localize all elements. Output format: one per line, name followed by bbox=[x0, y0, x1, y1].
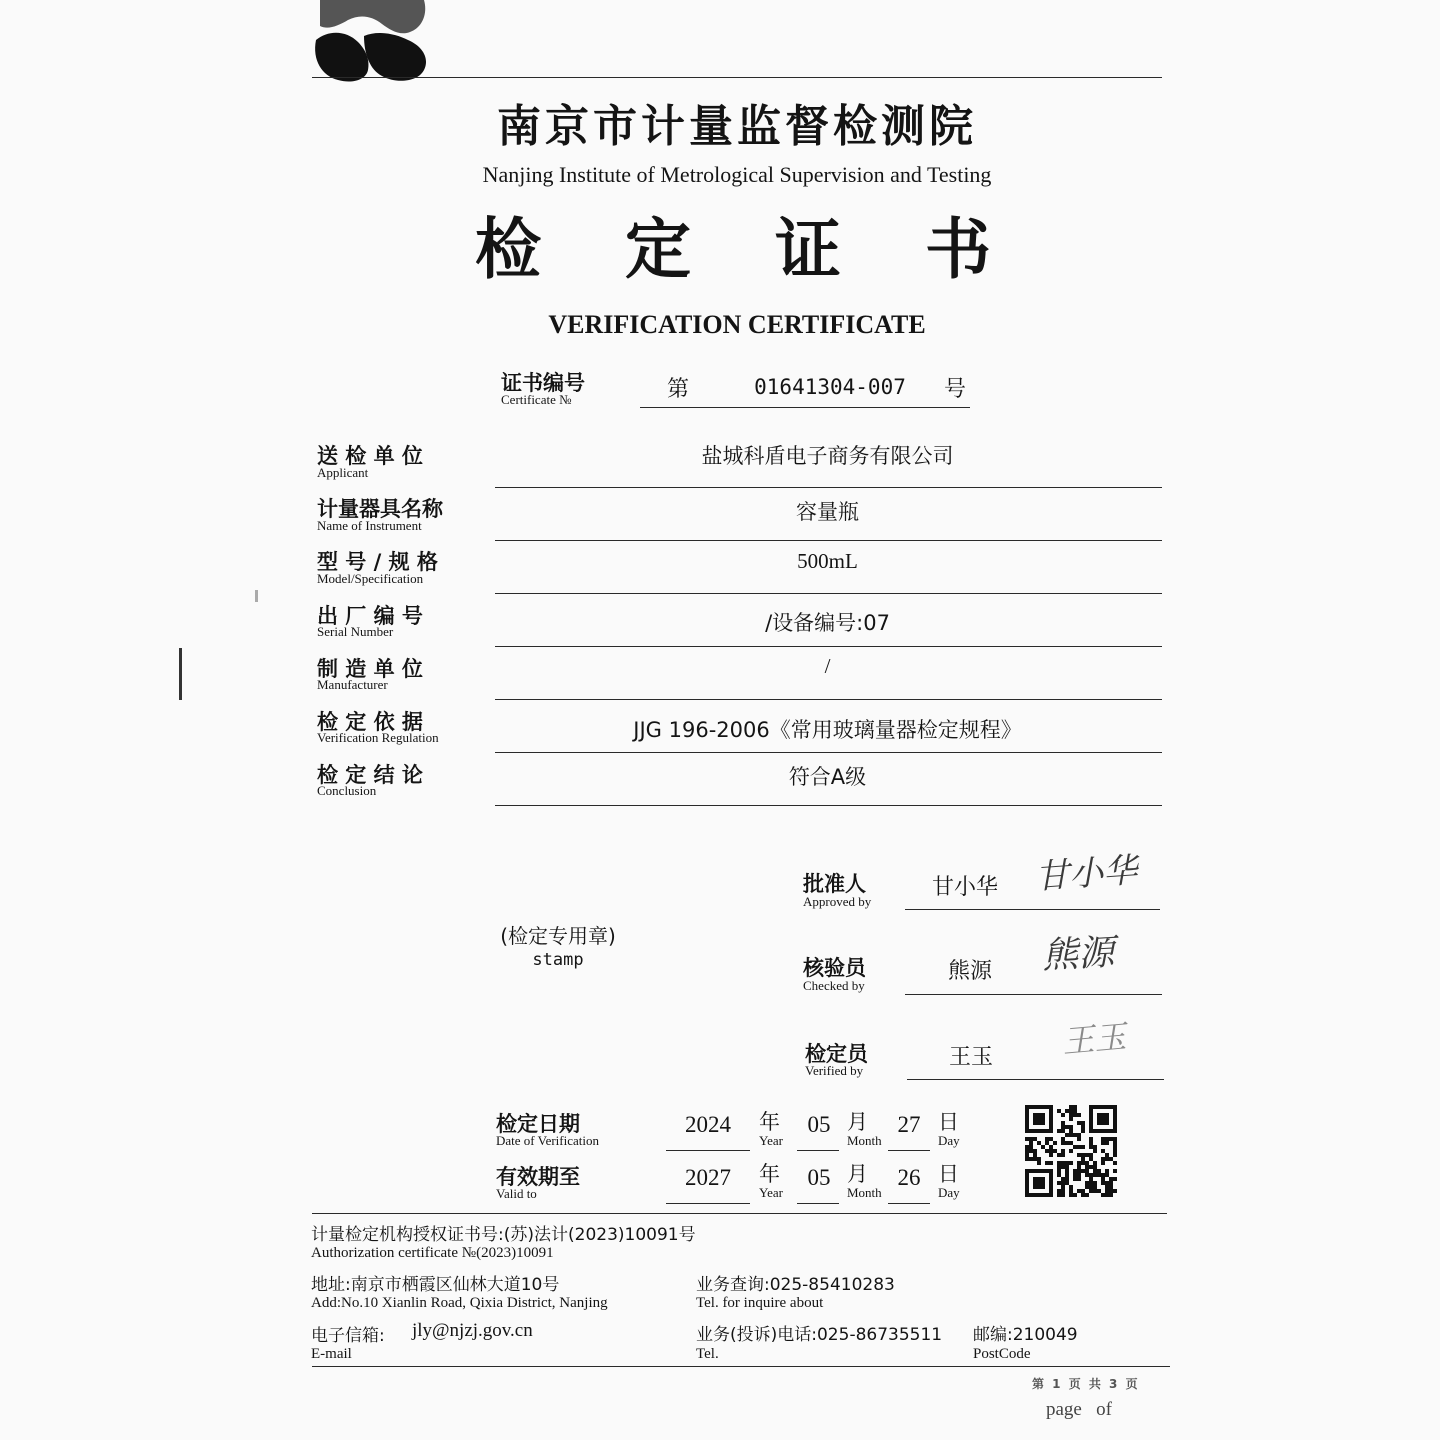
qr-module bbox=[1033, 1153, 1037, 1157]
qr-module bbox=[1085, 1181, 1089, 1185]
qr-module bbox=[1085, 1169, 1089, 1173]
qr-module bbox=[1109, 1181, 1113, 1185]
signature-name: 王玉 bbox=[949, 1045, 994, 1070]
qr-module bbox=[1089, 1137, 1093, 1141]
qr-module bbox=[1093, 1169, 1097, 1173]
qr-module bbox=[1093, 1149, 1097, 1153]
date-label-en: Valid to bbox=[496, 1186, 537, 1201]
qr-module bbox=[1113, 1145, 1117, 1149]
qr-module bbox=[1077, 1137, 1081, 1141]
qr-module bbox=[1077, 1121, 1081, 1125]
auth-certificate-zh: 计量检定机构授权证书号:(苏)法计(2023)10091号 bbox=[311, 1225, 696, 1245]
certificate-title-zh bbox=[465, 196, 1025, 286]
auth-certificate-en: Authorization certificate №(2023)10091 bbox=[311, 1245, 554, 1261]
qr-module bbox=[1065, 1181, 1069, 1185]
qr-module bbox=[1093, 1181, 1097, 1185]
qr-module bbox=[1089, 1181, 1093, 1185]
title-char: 定 bbox=[625, 211, 691, 288]
qr-module bbox=[1089, 1173, 1093, 1177]
certificate-no-value: 01641304-007 bbox=[754, 375, 906, 399]
qr-module bbox=[1073, 1173, 1077, 1177]
qr-module bbox=[1073, 1177, 1077, 1181]
qr-module bbox=[1085, 1153, 1089, 1157]
field-underline bbox=[495, 487, 1162, 488]
qr-module bbox=[1061, 1129, 1065, 1133]
qr-module bbox=[1069, 1117, 1073, 1121]
qr-module bbox=[1089, 1185, 1093, 1189]
qr-module bbox=[1101, 1149, 1105, 1153]
year-unit-en: Year bbox=[759, 1133, 783, 1148]
date-month-underline bbox=[797, 1150, 839, 1151]
qr-module bbox=[1061, 1161, 1065, 1165]
qr-module bbox=[1061, 1165, 1065, 1169]
qr-module bbox=[1045, 1141, 1049, 1145]
signature-underline bbox=[905, 994, 1162, 995]
qr-module bbox=[1025, 1157, 1029, 1161]
qr-module bbox=[1073, 1193, 1077, 1197]
qr-module bbox=[1101, 1177, 1105, 1181]
qr-finder bbox=[1097, 1113, 1109, 1125]
field-underline bbox=[495, 752, 1162, 753]
qr-module bbox=[1029, 1137, 1033, 1141]
field-label-zh: 检 定 结 论 bbox=[317, 763, 423, 787]
qr-module bbox=[1057, 1161, 1061, 1165]
qr-module bbox=[1061, 1193, 1065, 1197]
footer-top-rule bbox=[312, 1213, 1167, 1214]
qr-module bbox=[1089, 1157, 1093, 1161]
date-day-underline bbox=[888, 1150, 930, 1151]
qr-module bbox=[1069, 1161, 1073, 1165]
certificate-no-prefix: 第 bbox=[667, 377, 690, 402]
qr-module bbox=[1025, 1145, 1029, 1149]
signature-label-zh: 核验员 bbox=[803, 956, 866, 980]
qr-module bbox=[1061, 1141, 1065, 1145]
qr-module bbox=[1081, 1145, 1085, 1149]
address-en: Add:No.10 Xianlin Road, Qixia District, Nanjing bbox=[311, 1295, 608, 1311]
qr-module bbox=[1077, 1173, 1081, 1177]
date-month: 05 bbox=[807, 1165, 831, 1190]
qr-module bbox=[1077, 1145, 1081, 1149]
qr-module bbox=[1109, 1137, 1113, 1141]
qr-module bbox=[1093, 1161, 1097, 1165]
qr-module bbox=[1069, 1113, 1073, 1117]
field-label-en: Model/Specification bbox=[317, 571, 424, 586]
qr-module bbox=[1037, 1157, 1041, 1161]
field-label-en: Applicant bbox=[317, 465, 369, 480]
qr-module bbox=[1113, 1137, 1117, 1141]
qr-module bbox=[1113, 1189, 1117, 1193]
qr-module bbox=[1105, 1189, 1109, 1193]
inquiry-phone-en: Tel. for inquire about bbox=[696, 1295, 824, 1311]
inquiry-phone-zh: 业务查询:025-85410283 bbox=[696, 1275, 895, 1295]
qr-module bbox=[1057, 1129, 1061, 1133]
stamp-label-zh: (检定专用章) bbox=[500, 924, 616, 948]
postcode-en: PostCode bbox=[973, 1346, 1031, 1362]
qr-module bbox=[1093, 1165, 1097, 1169]
qr-module bbox=[1093, 1185, 1097, 1189]
qr-module bbox=[1045, 1161, 1049, 1165]
handwritten-signature: 王玉 bbox=[1060, 1017, 1128, 1061]
qr-module bbox=[1105, 1137, 1109, 1141]
signature-underline bbox=[905, 909, 1160, 910]
field-label-zh: 型 号 / 规 格 bbox=[317, 550, 438, 574]
qr-module bbox=[1089, 1177, 1093, 1181]
signature-label-en: Checked by bbox=[803, 978, 865, 993]
qr-module bbox=[1093, 1189, 1097, 1193]
qr-module bbox=[1089, 1145, 1093, 1149]
certificate-no-label-en: Certificate № bbox=[501, 392, 572, 407]
qr-module bbox=[1093, 1145, 1097, 1149]
qr-module bbox=[1101, 1173, 1105, 1177]
field-underline bbox=[495, 805, 1162, 806]
qr-module bbox=[1101, 1193, 1105, 1197]
qr-module bbox=[1085, 1185, 1089, 1189]
qr-module bbox=[1069, 1189, 1073, 1193]
qr-module bbox=[1081, 1157, 1085, 1161]
header-top-rule bbox=[312, 77, 1162, 78]
page-indicator-en: page of bbox=[1046, 1399, 1112, 1420]
month-unit-zh: 月 bbox=[847, 1162, 868, 1186]
day-unit-en: Day bbox=[938, 1133, 960, 1148]
field-label-en: Manufacturer bbox=[317, 677, 388, 692]
qr-module bbox=[1029, 1149, 1033, 1153]
qr-module bbox=[1073, 1109, 1077, 1113]
qr-module bbox=[1105, 1185, 1109, 1189]
date-label-zh: 检定日期 bbox=[496, 1112, 580, 1136]
qr-module bbox=[1065, 1133, 1069, 1137]
address-zh: 地址:南京市栖霞区仙林大道10号 bbox=[311, 1275, 560, 1295]
qr-module bbox=[1089, 1189, 1093, 1193]
qr-module bbox=[1029, 1141, 1033, 1145]
title-char: 检 bbox=[475, 211, 541, 288]
qr-module bbox=[1049, 1145, 1053, 1149]
qr-module bbox=[1049, 1153, 1053, 1157]
field-value: / bbox=[824, 654, 831, 678]
field-label-zh: 出 厂 编 号 bbox=[317, 604, 423, 628]
date-label-en: Date of Verification bbox=[496, 1133, 599, 1148]
qr-module bbox=[1033, 1149, 1037, 1153]
qr-module bbox=[1105, 1157, 1109, 1161]
qr-module bbox=[1069, 1193, 1073, 1197]
qr-module bbox=[1069, 1109, 1073, 1113]
qr-module bbox=[1077, 1113, 1081, 1117]
qr-module bbox=[1073, 1169, 1077, 1173]
field-underline bbox=[495, 646, 1162, 647]
field-value: /设备编号:07 bbox=[765, 611, 890, 635]
handwritten-signature: 熊源 bbox=[1041, 932, 1116, 977]
qr-module bbox=[1077, 1189, 1081, 1193]
field-value: 500mL bbox=[797, 549, 858, 573]
qr-module bbox=[1033, 1157, 1037, 1161]
qr-module bbox=[1081, 1189, 1085, 1193]
day-unit-en: Day bbox=[938, 1185, 960, 1200]
qr-module bbox=[1061, 1149, 1065, 1153]
qr-module bbox=[1105, 1193, 1109, 1197]
qr-module bbox=[1085, 1173, 1089, 1177]
field-label-zh: 制 造 单 位 bbox=[317, 657, 423, 681]
qr-module bbox=[1073, 1133, 1077, 1137]
qr-module bbox=[1061, 1113, 1065, 1117]
qr-module bbox=[1085, 1165, 1089, 1169]
qr-module bbox=[1073, 1145, 1077, 1149]
qr-module bbox=[1081, 1125, 1085, 1129]
month-unit-zh: 月 bbox=[847, 1110, 868, 1134]
qr-module bbox=[1025, 1137, 1029, 1141]
qr-module bbox=[1109, 1189, 1113, 1193]
qr-module bbox=[1069, 1125, 1073, 1129]
institute-logo bbox=[312, 0, 432, 84]
qr-module bbox=[1065, 1165, 1069, 1169]
qr-module bbox=[1065, 1177, 1069, 1181]
qr-module bbox=[1069, 1149, 1073, 1153]
qr-module bbox=[1089, 1153, 1093, 1157]
qr-module bbox=[1049, 1161, 1053, 1165]
qr-module bbox=[1077, 1161, 1081, 1165]
qr-module bbox=[1077, 1153, 1081, 1157]
qr-module bbox=[1081, 1161, 1085, 1165]
qr-module bbox=[1025, 1149, 1029, 1153]
stamp-label-en: stamp bbox=[532, 950, 584, 970]
signature-label-zh: 检定员 bbox=[805, 1042, 868, 1066]
qr-module bbox=[1105, 1181, 1109, 1185]
date-year-underline bbox=[666, 1203, 750, 1204]
date-year: 2024 bbox=[685, 1112, 731, 1137]
date-month: 05 bbox=[807, 1112, 831, 1137]
date-day: 26 bbox=[897, 1165, 921, 1190]
qr-module bbox=[1081, 1121, 1085, 1125]
certificate-no-underline bbox=[640, 407, 970, 408]
qr-module bbox=[1069, 1185, 1073, 1189]
qr-module bbox=[1081, 1169, 1085, 1173]
qr-module bbox=[1069, 1133, 1073, 1137]
day-unit-zh: 日 bbox=[938, 1162, 959, 1186]
qr-module bbox=[1057, 1189, 1061, 1193]
qr-module bbox=[1065, 1161, 1069, 1165]
qr-module bbox=[1081, 1193, 1085, 1197]
qr-module bbox=[1057, 1173, 1061, 1177]
title-char: 书 bbox=[925, 211, 991, 288]
qr-module bbox=[1113, 1161, 1117, 1165]
qr-module bbox=[1109, 1185, 1113, 1189]
qr-module bbox=[1073, 1105, 1077, 1109]
qr-module bbox=[1065, 1169, 1069, 1173]
qr-module bbox=[1065, 1173, 1069, 1177]
email-link[interactable]: jly@njzj.gov.cn bbox=[412, 1320, 533, 1341]
qr-module bbox=[1065, 1141, 1069, 1145]
field-label-en: Serial Number bbox=[317, 624, 394, 639]
qr-module bbox=[1057, 1193, 1061, 1197]
qr-module bbox=[1093, 1173, 1097, 1177]
qr-module bbox=[1069, 1129, 1073, 1133]
certificate-title-en: VERIFICATION CERTIFICATE bbox=[548, 310, 926, 339]
signature-underline bbox=[907, 1079, 1164, 1080]
institute-name-en: Nanjing Institute of Metrological Supervision and Testing bbox=[482, 162, 992, 187]
qr-module bbox=[1061, 1177, 1065, 1181]
qr-module bbox=[1113, 1153, 1117, 1157]
qr-module bbox=[1029, 1145, 1033, 1149]
year-unit-en: Year bbox=[759, 1185, 783, 1200]
qr-finder bbox=[1033, 1113, 1045, 1125]
date-month-underline bbox=[797, 1203, 839, 1204]
qr-module bbox=[1105, 1173, 1109, 1177]
month-unit-en: Month bbox=[847, 1185, 882, 1200]
qr-module bbox=[1033, 1137, 1037, 1141]
qr-module bbox=[1057, 1165, 1061, 1169]
qr-module bbox=[1049, 1149, 1053, 1153]
date-day: 27 bbox=[897, 1112, 921, 1137]
qr-module bbox=[1069, 1141, 1073, 1145]
qr-module bbox=[1029, 1157, 1033, 1161]
field-label-zh: 送 检 单 位 bbox=[317, 444, 423, 468]
qr-module bbox=[1077, 1165, 1081, 1169]
qr-module bbox=[1089, 1165, 1093, 1169]
qr-module bbox=[1073, 1113, 1077, 1117]
field-value: JJG 196-2006《常用玻璃量器检定规程》 bbox=[633, 718, 1022, 742]
signature-label-en: Verified by bbox=[805, 1063, 864, 1078]
field-value: 容量瓶 bbox=[796, 500, 859, 524]
qr-module bbox=[1057, 1109, 1061, 1113]
qr-module bbox=[1101, 1161, 1105, 1165]
qr-module bbox=[1061, 1189, 1065, 1193]
qr-module bbox=[1053, 1149, 1057, 1153]
qr-module bbox=[1081, 1129, 1085, 1133]
qr-module bbox=[1105, 1141, 1109, 1145]
qr-module bbox=[1045, 1137, 1049, 1141]
email-label-en: E-mail bbox=[311, 1346, 352, 1362]
complaint-phone-en: Tel. bbox=[696, 1346, 719, 1362]
field-underline bbox=[495, 593, 1162, 594]
field-underline bbox=[495, 699, 1162, 700]
qr-module bbox=[1057, 1181, 1061, 1185]
qr-module bbox=[1097, 1189, 1101, 1193]
signature-name: 甘小华 bbox=[932, 875, 999, 900]
qr-module bbox=[1037, 1161, 1041, 1165]
qr-module bbox=[1049, 1137, 1053, 1141]
qr-module bbox=[1061, 1181, 1065, 1185]
qr-module bbox=[1069, 1105, 1073, 1109]
signature-name: 熊源 bbox=[948, 959, 993, 984]
qr-module bbox=[1109, 1193, 1113, 1197]
footer-bottom-rule bbox=[312, 1366, 1170, 1367]
qr-module bbox=[1041, 1145, 1045, 1149]
scan-mark bbox=[255, 590, 258, 602]
qr-module bbox=[1105, 1153, 1109, 1157]
qr-module bbox=[1105, 1169, 1109, 1173]
qr-module bbox=[1061, 1137, 1065, 1141]
qr-module bbox=[1097, 1169, 1101, 1173]
qr-module bbox=[1045, 1149, 1049, 1153]
qr-module bbox=[1101, 1137, 1105, 1141]
qr-module bbox=[1057, 1169, 1061, 1173]
qr-module bbox=[1109, 1177, 1113, 1181]
handwritten-signature: 甘小华 bbox=[1033, 850, 1139, 898]
qr-module bbox=[1061, 1185, 1065, 1189]
qr-module bbox=[1085, 1193, 1089, 1197]
signature-label-zh: 批准人 bbox=[803, 872, 866, 896]
qr-module bbox=[1113, 1177, 1117, 1181]
qr-module bbox=[1085, 1161, 1089, 1165]
complaint-phone-zh: 业务(投诉)电话:025-86735511 bbox=[696, 1325, 943, 1345]
field-value: 符合A级 bbox=[788, 765, 867, 789]
date-year: 2027 bbox=[685, 1165, 731, 1190]
title-char: 证 bbox=[775, 211, 841, 288]
field-underline bbox=[495, 540, 1162, 541]
qr-module bbox=[1061, 1125, 1065, 1129]
qr-module bbox=[1037, 1141, 1041, 1145]
qr-module bbox=[1113, 1141, 1117, 1145]
certificate-no-suffix: 号 bbox=[944, 377, 967, 402]
month-unit-en: Month bbox=[847, 1133, 882, 1148]
signature-label-en: Approved by bbox=[803, 894, 872, 909]
qr-module bbox=[1065, 1125, 1069, 1129]
qr-module bbox=[1077, 1133, 1081, 1137]
qr-module bbox=[1061, 1121, 1065, 1125]
year-unit-zh: 年 bbox=[759, 1110, 780, 1134]
qr-module bbox=[1057, 1153, 1061, 1157]
qr-module bbox=[1097, 1173, 1101, 1177]
qr-module bbox=[1077, 1177, 1081, 1181]
qr-module bbox=[1053, 1141, 1057, 1145]
certificate-no-label-zh: 证书编号 bbox=[501, 371, 585, 395]
field-value: 盐城科盾电子商务有限公司 bbox=[701, 444, 954, 468]
qr-module bbox=[1081, 1153, 1085, 1157]
email-label-zh: 电子信箱: bbox=[311, 1326, 385, 1346]
qr-code[interactable] bbox=[1025, 1105, 1117, 1197]
qr-module bbox=[1101, 1157, 1105, 1161]
qr-module bbox=[1061, 1153, 1065, 1157]
qr-module bbox=[1089, 1141, 1093, 1145]
qr-module bbox=[1025, 1153, 1029, 1157]
field-label-en: Verification Regulation bbox=[317, 730, 439, 745]
date-label-zh: 有效期至 bbox=[496, 1165, 580, 1189]
date-day-underline bbox=[888, 1203, 930, 1204]
page-indicator-zh: 第 1 页 共 3 页 bbox=[1032, 1377, 1140, 1391]
field-label-zh: 检 定 依 据 bbox=[317, 710, 423, 734]
qr-module bbox=[1065, 1109, 1069, 1113]
day-unit-zh: 日 bbox=[938, 1110, 959, 1134]
qr-module bbox=[1113, 1149, 1117, 1153]
qr-module bbox=[1101, 1181, 1105, 1185]
year-unit-zh: 年 bbox=[759, 1162, 780, 1186]
qr-module bbox=[1109, 1157, 1113, 1161]
postcode-zh: 邮编:210049 bbox=[973, 1325, 1078, 1345]
field-label-en: Conclusion bbox=[317, 783, 377, 798]
field-label-zh: 计量器具名称 bbox=[317, 497, 443, 521]
qr-module bbox=[1113, 1169, 1117, 1173]
qr-module bbox=[1101, 1141, 1105, 1145]
qr-module bbox=[1077, 1169, 1081, 1173]
field-label-en: Name of Instrument bbox=[317, 518, 422, 533]
date-year-underline bbox=[666, 1150, 750, 1151]
qr-finder bbox=[1033, 1177, 1045, 1189]
scan-mark bbox=[179, 648, 182, 700]
institute-name-zh: 南京市计量监督检测院 bbox=[497, 101, 977, 152]
